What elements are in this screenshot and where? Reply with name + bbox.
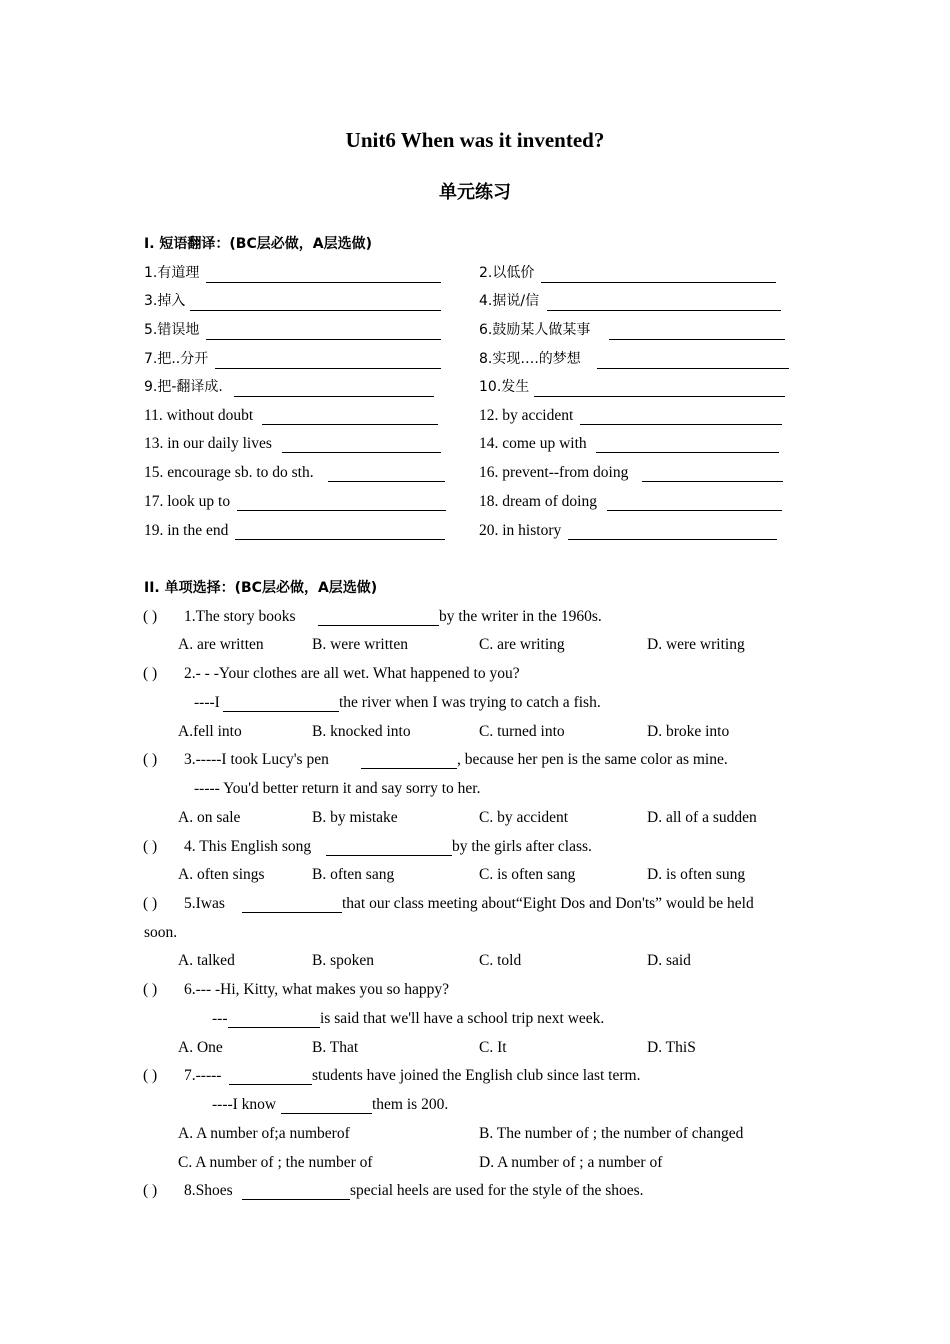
- option-b[interactable]: B. knocked into: [312, 723, 411, 740]
- answer-paren[interactable]: ( ): [143, 665, 158, 682]
- option-a[interactable]: A. talked: [178, 952, 235, 969]
- question-text: 3.-----I took Lucy's pen: [184, 751, 329, 768]
- answer-blank[interactable]: [215, 354, 441, 369]
- answer-blank[interactable]: [235, 525, 445, 540]
- question-text: the river when I was trying to catch a fish.: [339, 694, 601, 711]
- answer-blank[interactable]: [597, 354, 789, 369]
- option-d[interactable]: D. said: [647, 952, 691, 969]
- phrase-item: 20. in history: [479, 522, 562, 539]
- phrase-item: 3.掉入: [144, 293, 186, 309]
- phrase-row: [0, 494, 950, 514]
- phrase-row: [0, 465, 950, 485]
- answer-blank[interactable]: [234, 382, 434, 397]
- option-d[interactable]: D. ThiS: [647, 1039, 696, 1056]
- answer-blank[interactable]: [609, 325, 785, 340]
- phrase-item: 6.鼓励某人做某事: [479, 322, 591, 338]
- page-title: Unit6 When was it invented?: [345, 128, 605, 152]
- question-text: special heels are used for the style of the shoes.: [350, 1182, 644, 1199]
- option-c[interactable]: C. by accident: [479, 809, 569, 826]
- option-c[interactable]: C. It: [479, 1039, 507, 1056]
- option-a[interactable]: A. One: [178, 1039, 223, 1056]
- answer-blank[interactable]: [190, 296, 441, 311]
- option-d[interactable]: D. is often sung: [647, 866, 746, 883]
- answer-blank[interactable]: [534, 382, 785, 397]
- answer-blank[interactable]: [223, 697, 339, 712]
- section-1-heading: I. 短语翻译：(BC层必做，A层选做): [144, 236, 372, 252]
- question-text: 1.The story books: [184, 608, 296, 625]
- option-c[interactable]: C. is often sang: [479, 866, 576, 883]
- answer-blank[interactable]: [281, 1099, 372, 1114]
- phrase-item: 11. without doubt: [144, 407, 254, 424]
- answer-paren[interactable]: ( ): [143, 981, 158, 998]
- answer-blank[interactable]: [282, 438, 441, 453]
- option-d[interactable]: D. A number of ; a number of: [479, 1154, 663, 1171]
- question-text: 5.Iwas: [184, 895, 225, 912]
- option-d[interactable]: D. all of a sudden: [647, 809, 757, 826]
- phrase-row: [0, 380, 950, 400]
- option-c[interactable]: C. turned into: [479, 723, 565, 740]
- phrase-item: 2.以低价: [479, 265, 535, 281]
- phrase-row: [0, 352, 950, 372]
- phrase-item: 18. dream of doing: [479, 493, 597, 510]
- option-a[interactable]: A. are written: [178, 636, 264, 653]
- question-text: 7.-----: [184, 1067, 222, 1084]
- answer-paren[interactable]: ( ): [143, 1182, 158, 1199]
- question-text: ---: [212, 1010, 228, 1027]
- phrase-row: [0, 323, 950, 343]
- answer-blank[interactable]: [242, 898, 342, 913]
- answer-blank[interactable]: [541, 268, 776, 283]
- option-a[interactable]: A.fell into: [178, 723, 242, 740]
- answer-blank[interactable]: [328, 467, 445, 482]
- phrase-item: 4.据说/信: [479, 293, 540, 309]
- question-text: 4. This English song: [184, 838, 312, 855]
- question-text: that our class meeting about“Eight Dos and Don'ts” would be held: [342, 895, 754, 912]
- question-text: 2.- - -Your clothes are all wet. What happened to you?: [184, 665, 520, 682]
- answer-blank[interactable]: [228, 1013, 320, 1028]
- option-a[interactable]: A. A number of;a numberof: [178, 1125, 350, 1142]
- question-text: 8.Shoes: [184, 1182, 233, 1199]
- answer-paren[interactable]: ( ): [143, 838, 158, 855]
- option-b[interactable]: B. were written: [312, 636, 408, 653]
- question-text: ----- You'd better return it and say sorry to her.: [194, 780, 481, 797]
- phrase-item: 15. encourage sb. to do sth.: [144, 464, 314, 481]
- answer-paren[interactable]: ( ): [143, 608, 158, 625]
- answer-blank[interactable]: [580, 410, 782, 425]
- phrase-item: 7.把..分开: [144, 351, 209, 367]
- phrase-item: 10.发生: [479, 379, 530, 395]
- section-2-heading: II. 单项选择：(BC层必做，A层选做): [144, 580, 378, 596]
- question-text: ----I know: [212, 1096, 277, 1113]
- phrase-row: [0, 294, 950, 314]
- option-b[interactable]: B. That: [312, 1039, 359, 1056]
- phrase-item: 16. prevent--from doing: [479, 464, 629, 481]
- question-text: students have joined the English club since last term.: [312, 1067, 641, 1084]
- answer-paren[interactable]: ( ): [143, 1067, 158, 1084]
- question-text: by the writer in the 1960s.: [439, 608, 602, 625]
- phrase-item: 13. in our daily lives: [144, 435, 272, 452]
- answer-blank[interactable]: [242, 1185, 350, 1200]
- answer-blank[interactable]: [361, 754, 457, 769]
- phrase-item: 9.把-翻译成.: [144, 379, 223, 395]
- answer-blank[interactable]: [318, 611, 439, 626]
- answer-blank[interactable]: [229, 1070, 312, 1085]
- answer-paren[interactable]: ( ): [143, 895, 158, 912]
- answer-blank[interactable]: [596, 438, 779, 453]
- answer-blank[interactable]: [642, 467, 783, 482]
- answer-blank[interactable]: [206, 268, 441, 283]
- answer-blank[interactable]: [237, 496, 446, 511]
- answer-blank[interactable]: [568, 525, 777, 540]
- answer-blank[interactable]: [262, 410, 438, 425]
- option-b[interactable]: B. The number of ; the number of changed: [479, 1125, 744, 1142]
- answer-blank[interactable]: [326, 841, 452, 856]
- option-b[interactable]: B. often sang: [312, 866, 395, 883]
- phrase-item: 8.实现….的梦想: [479, 351, 581, 367]
- phrase-row: [0, 266, 950, 286]
- answer-blank[interactable]: [547, 296, 781, 311]
- option-c[interactable]: C. are writing: [479, 636, 565, 653]
- phrase-item: 5.错误地: [144, 322, 200, 338]
- option-b[interactable]: B. by mistake: [312, 809, 398, 826]
- phrase-item: 19. in the end: [144, 522, 229, 539]
- option-d[interactable]: D. broke into: [647, 723, 730, 740]
- phrase-row: [0, 436, 950, 456]
- phrase-item: 1.有道理: [144, 265, 200, 281]
- option-c[interactable]: C. A number of ; the number of: [178, 1154, 373, 1171]
- answer-blank[interactable]: [206, 325, 441, 340]
- option-a[interactable]: A. on sale: [178, 809, 241, 826]
- phrase-item: 12. by accident: [479, 407, 574, 424]
- option-a[interactable]: A. often sings: [178, 866, 265, 883]
- answer-paren[interactable]: ( ): [143, 751, 158, 768]
- question-text: by the girls after class.: [452, 838, 592, 855]
- option-c[interactable]: C. told: [479, 952, 522, 969]
- question-text: them is 200.: [372, 1096, 449, 1113]
- question-text: , because her pen is the same color as mine.: [457, 751, 728, 768]
- phrase-row: [0, 523, 950, 543]
- option-d[interactable]: D. were writing: [647, 636, 745, 653]
- phrase-item: 14. come up with: [479, 435, 587, 452]
- page-subtitle: 单元练习: [439, 182, 511, 203]
- question-text: is said that we'll have a school trip next week.: [320, 1010, 605, 1027]
- phrase-row: [0, 408, 950, 428]
- option-b[interactable]: B. spoken: [312, 952, 374, 969]
- phrase-item: 17. look up to: [144, 493, 231, 510]
- question-text: 6.--- -Hi, Kitty, what makes you so happy?: [184, 981, 450, 998]
- question-text: ----I: [194, 694, 220, 711]
- question-text: soon.: [144, 924, 178, 941]
- answer-blank[interactable]: [607, 496, 782, 511]
